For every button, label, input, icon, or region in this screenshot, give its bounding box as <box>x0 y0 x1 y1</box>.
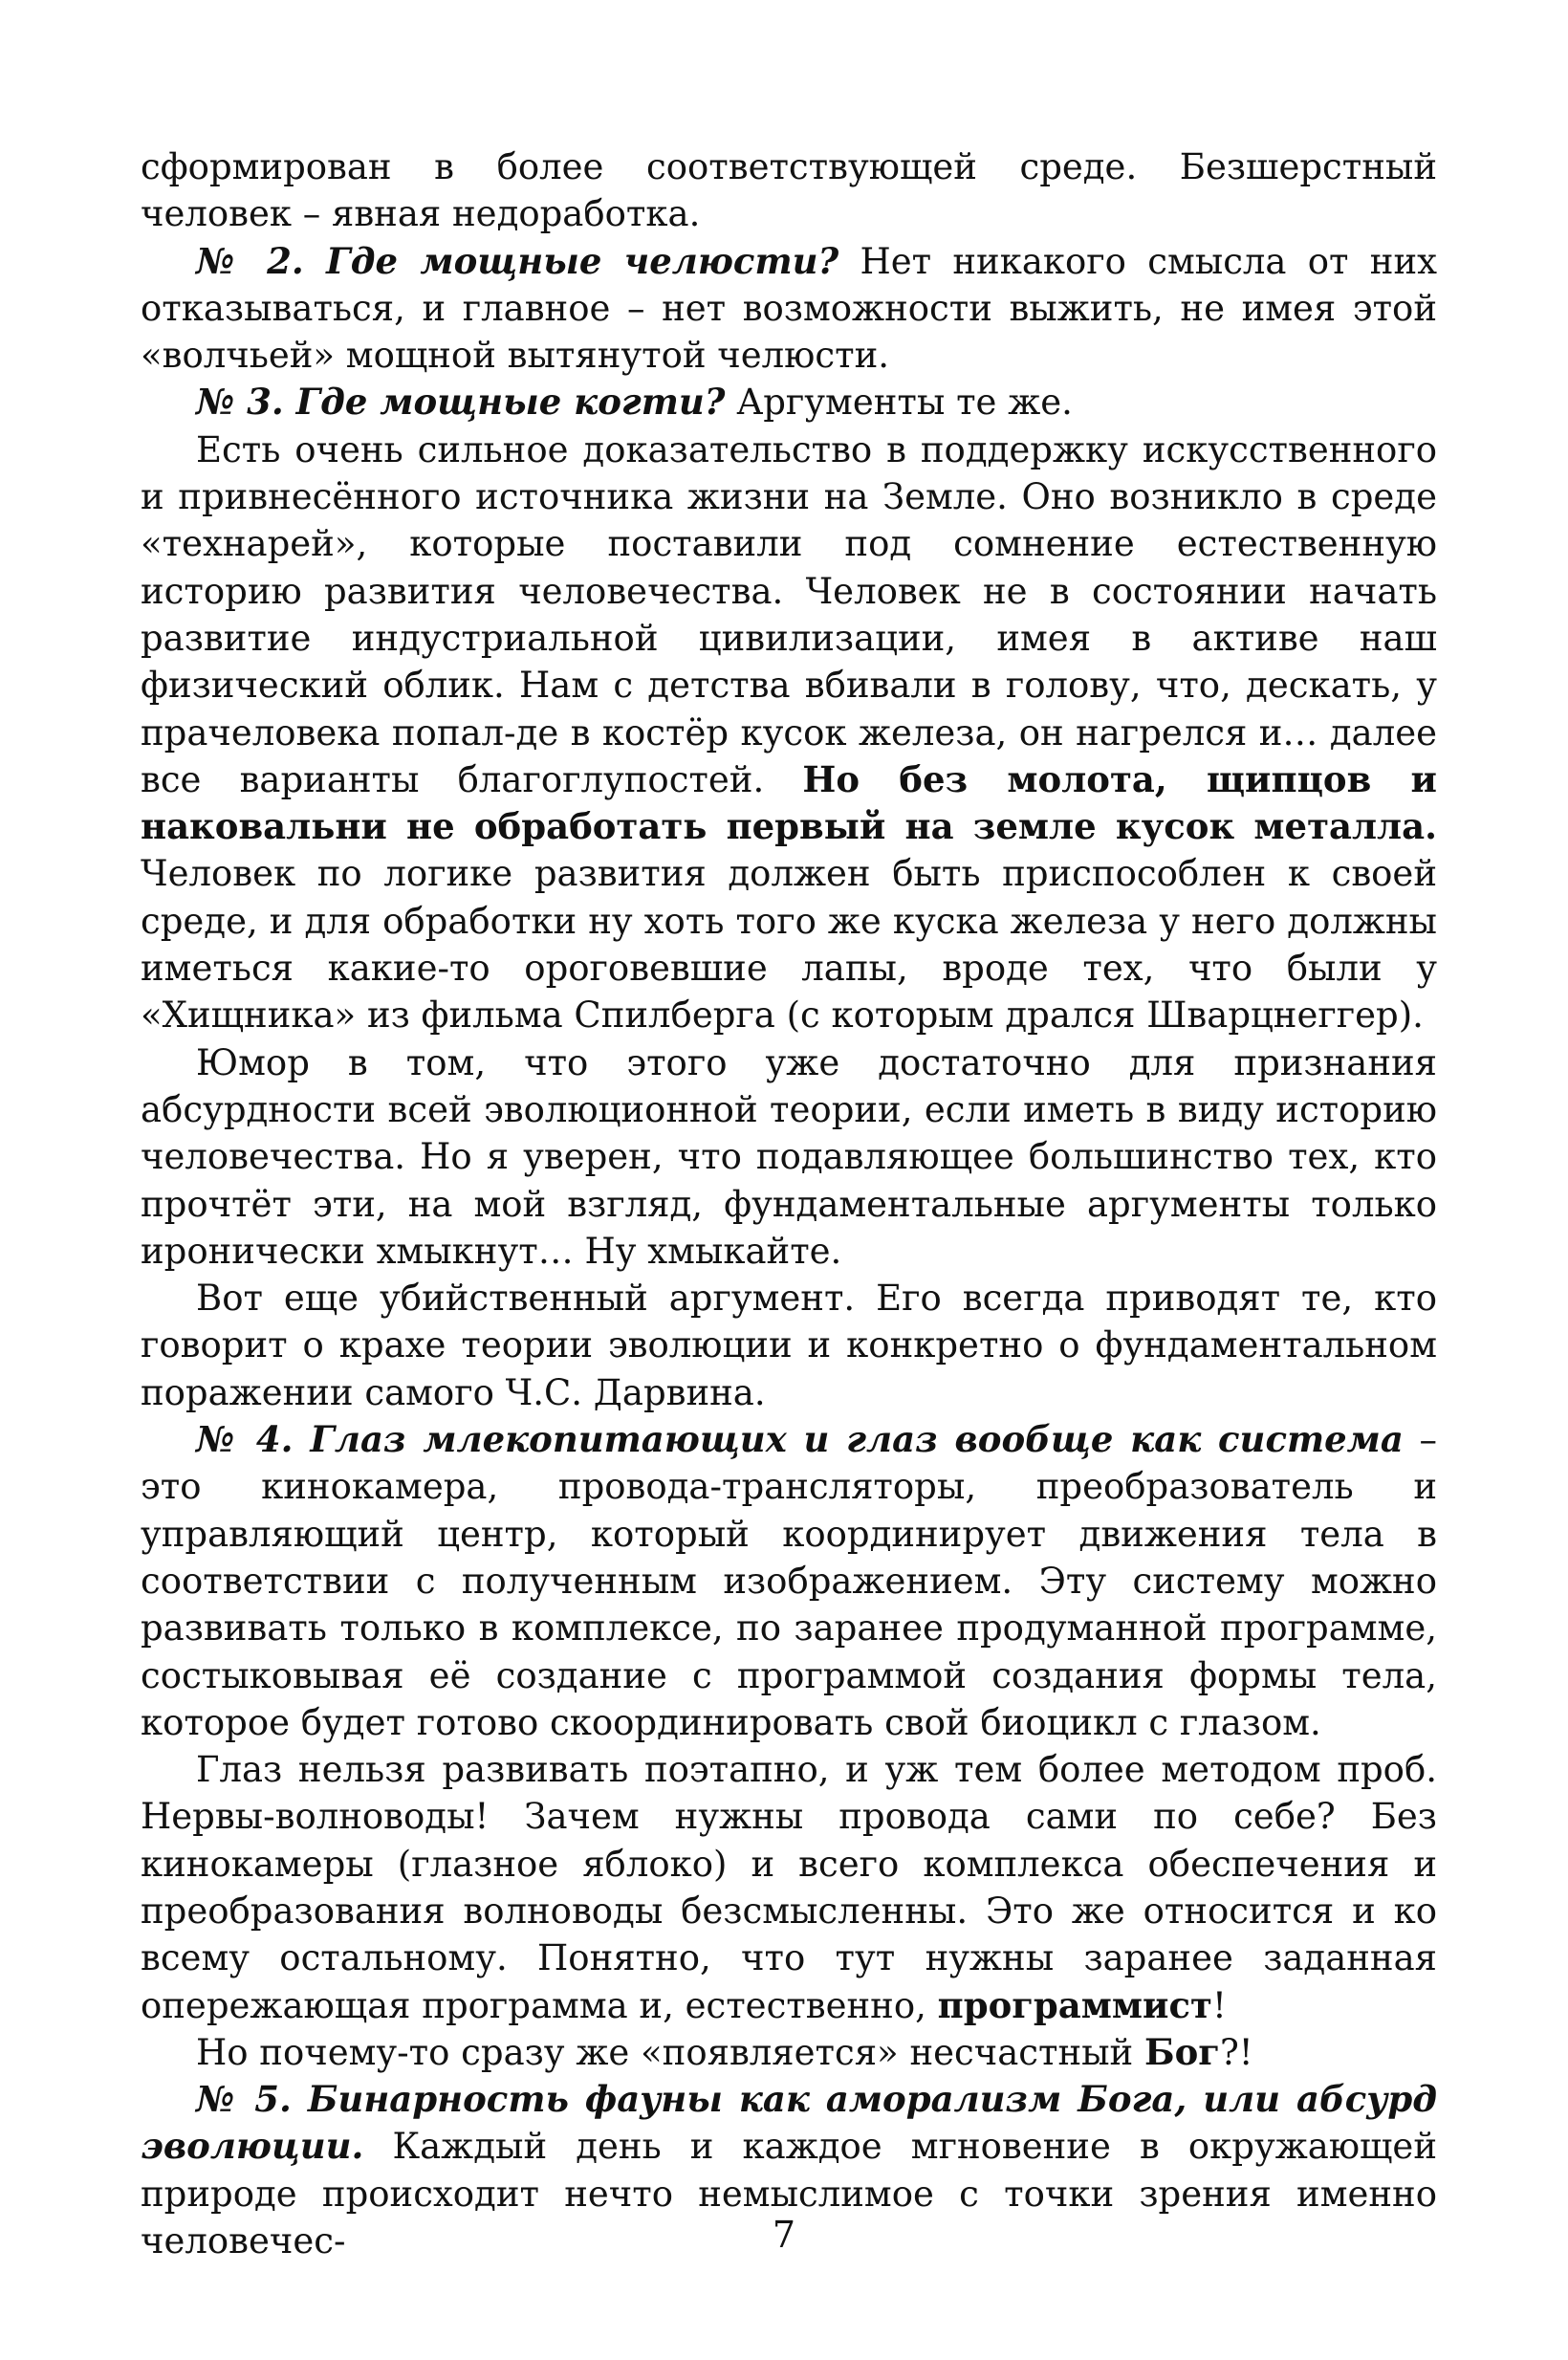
bold-run: программист <box>937 1983 1212 2026</box>
page-number: 7 <box>772 2214 796 2256</box>
bold-run: Бог <box>1143 2030 1220 2073</box>
text-run: Есть очень сильное доказательство в поддержку искусственного и привнесённого источника жизни на Земле. Оно возникло в среде «технарей», которые поставили под сомнение естественную историю развития человечества. Человек не в состоянии начать развитие индустриальной цивилизации, имея в активе наш физический облик. Нам с детства вбивали в голову, что, дескать, у прачеловека попал-де в костёр кусок железа, он нагрелся и… далее все варианты благоглупостей. <box>141 428 1437 800</box>
paragraph <box>141 1746 1437 2029</box>
text-run: Глаз нельзя развивать поэтапно, и уж тем более методом проб. Нервы-волноводы! Зачем нужны провода сами по себе? Без кинокамеры (глазное яблоко) и всего комплекса обеспечения и преобразования волноводы безсмысленны. Это же относится и ко всему остальному. Понятно, что тут нужны заранее заданная опережающая программа и, естественно, <box>141 1749 1437 2026</box>
paragraph <box>141 379 1437 426</box>
text-run: Человек по логике развития должен быть приспособлен к своей среде, и для обработки ну хоть того же куска железа у него должны иметься какие-то ороговевшие лапы, вроде тех, что были у «Хищника» из фильма Спилберга (с которым дрался Шварцнеггер). <box>141 853 1437 1037</box>
text-run: сформирован в более соответствующей среде. Безшерстный человек – явная недоработка. <box>141 146 1437 235</box>
text-run: Вот еще убийственный аргумент. Его всегда приводят те, кто говорит о крахе теории эволюции и конкретно о фундаментальном поражении самого Ч.С. Дарвина. <box>141 1278 1437 1413</box>
text-run: – это кинокамера, провода-трансляторы, преобразователь и управляющий центр, который координирует движения тела в соответствии с полученным изображением. Эту систему можно развивать только в комплексе, по заранее продуманной программе, состыковывая её создание с программой создания формы тела, которое будет готово скоординировать свой биоцикл с глазом. <box>141 1419 1437 1743</box>
heading-run: № 5. Бинарность фауны как аморализм Бога, или абсурд эволюции. <box>141 2078 1437 2168</box>
paragraph <box>141 2029 1437 2076</box>
bold-run: Но без молота, щипцов и наковальни не обработать первый на земле кусок металла. <box>141 757 1437 848</box>
heading-run: № 2. Где мощные челюсти? <box>196 239 839 282</box>
heading-run: № 4. Глаз млекопитающих и глаз вообще как система <box>196 1418 1404 1461</box>
text-run: Нет никакого смысла от них отказываться, и главное – нет возможности выжить, не имея этой «волчьей» мощной вытянутой челюсти. <box>141 240 1437 377</box>
heading-run: № 3. Где мощные когти? <box>196 381 726 424</box>
text-run: ! <box>1211 1984 1227 2026</box>
paragraph <box>141 1416 1437 1746</box>
text-run: Юмор в том, что этого уже достаточно для признания абсурдности всей эволюционной теории, если иметь в виду историю человечества. Но я уверен, что подавляющее большинство тех, кто прочтёт эти, на мой взгляд, фундаментальные аргументы только иронически хмыкнут… Ну хмыкайте. <box>141 1041 1437 1272</box>
paragraph <box>141 238 1437 380</box>
paragraph <box>141 143 1437 238</box>
text-run: ?! <box>1219 2031 1253 2073</box>
paragraph <box>141 1275 1437 1416</box>
text-run: Каждый день и каждое мгновение в окружающей природе происходит нечто немыслимое с точки зрения именно человечес- <box>141 2126 1437 2262</box>
text-run: Но почему-то сразу же «появляется» несчастный <box>196 2031 1144 2073</box>
text-run: Аргументы те же. <box>725 382 1073 424</box>
paragraph <box>141 426 1437 1039</box>
paragraph <box>141 1039 1437 1275</box>
body-text <box>141 143 1437 2264</box>
